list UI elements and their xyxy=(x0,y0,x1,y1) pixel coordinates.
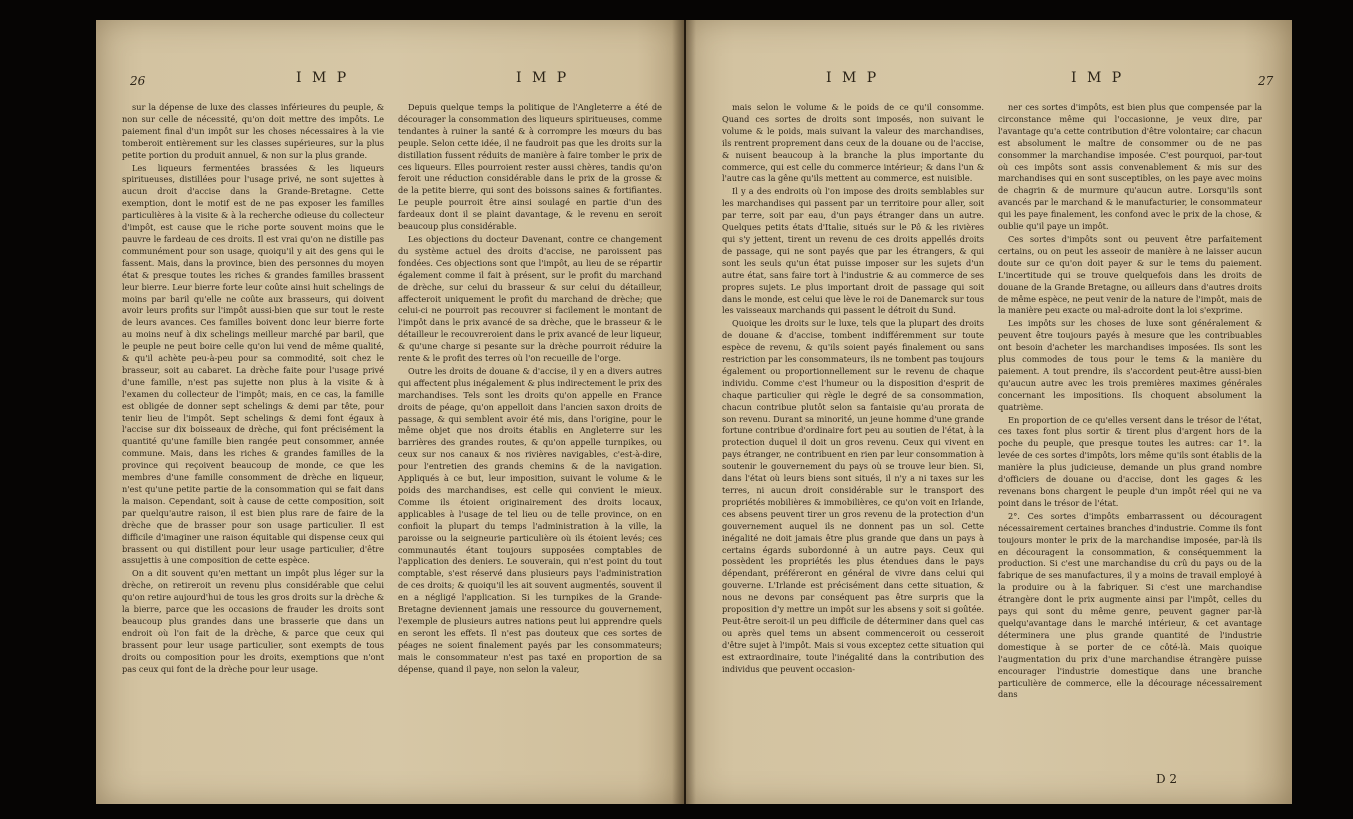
running-head-right-col1: I M P xyxy=(826,70,880,86)
paragraph: Ces sortes d'impôts sont ou peuvent être parfaitement certains, ou on peut les asseoir de manière à ne laisser aucun doute sur ce qu'on doit payer & sur le tems du paiement. L'incertitude qui se trouve quelquefois dans les droits de douane de la Grande Bretagne, ou ailleurs dans d'autres droits de même espèce, ne peut venir de la nature de l'impôt, mais de la manière peu exacte ou mal-adroite dont la loi s'exprime. xyxy=(998,233,1262,316)
paragraph: Les objections du docteur Davenant, contre ce changement du système actuel des droits d'accise, ne paroissent pas fondées. Ces objections sont que l'impôt, au lieu de se répartir également comme il fait à présent, sur le profit du marchand de drèche, sur celui du brasseur & sur celui du détailleur, affecteroit uniquement le profit du marchand de drèche; que celui-ci ne pourroit pas recouvrer si facilement le montant de l'impôt dans le prix avancé de sa drèche, que le brasseur & le détailleur le recouvreroient dans le prix avancé de leur liqueur, & qu'une charge si pesante sur la drèche pourroit réduire la rente & le profit des terres où l'on recueille de l'orge. xyxy=(398,233,662,364)
right-page-column-1 xyxy=(722,102,984,742)
paragraph: Outre les droits de douane & d'accise, il y en a divers autres qui affectent plus inégalement & plus indirectement le prix des marchandises. Tels sont les droits qu'on appelle en France droits de péage, qu'on appelloit dans l'ancien saxon droits de passage, & qui semblent avoir été mis, dans l'origine, pour le même objet que nos droits établis en Angleterre sur les barrières des grandes routes, & qu'on appelle turnpikes, ou ceux sur nos canaux & nos rivières navigables, c'est-à-dire, pour l'entretien des grands chemins & de la navigation. Appliqués à ce but, leur imposition, suivant le volume & le poids des marchandises, est celle qui convient le mieux. Comme ils étoient originairement des droits locaux, applicables à l'usage de tel lieu ou de telle province, on en confioit la plupart du temps l'administration à la ville, la paroisse ou la seigneurie particulière où ils étoient levés; ces communautés étant toujours supposées comptables de l'application des deniers. Le souverain, qui n'est point du tout comptable, s'est réservé dans plusieurs pays l'administration de ces droits; & quoiqu'il les ait souvent augmentés, souvent il en a négligé l'application. Si les turnpikes de la Grande-Bretagne deviennent jamais une ressource du gouvernement, l'exemple de plusieurs autres nations peut lui apprendre quels en seront les effets. Il n'est pas douteux que ces sortes de péages ne soient finalement payés par les consommateurs; mais le consommateur n'est pas taxé en proportion de sa dépense, quand il paye, non selon la valeur, xyxy=(398,365,662,674)
paragraph: 2°. Ces sortes d'impôts embarrassent ou découragent nécessairement certaines branches d'industrie. Comme ils font toujours monter le prix de la marchandise imposée, par-là ils en découragent la consommation, & conséquemment la production. Si c'est une marchandise du crû du pays ou de la fabrique de ses manufactures, il y a moins de travail employé à la produire ou à la fabriquer. Si c'est une marchandise étrangère dont le prix augmente ainsi par l'impôt, celles du pays qui sont du même genre, peuvent gagner par-là quelqu'avantage dans le marché intérieur, & cet avantage déterminera une plus grande quantité de l'industrie domestique à se porter de ce côté-là. Mais quoique l'augmentation du prix d'une marchandise étrangère puisse encourager l'industrie domestique dans une branche particulière de commerce, elle la décourage nécessairement dans xyxy=(998,510,1262,700)
paragraph: Les impôts sur les choses de luxe sont généralement & peuvent être toujours payés à mesure que les contribuables ont besoin d'acheter les marchandises imposées. Ils sont les plus commodes de tous pour le tems & la manière du paiement. A tout prendre, ils s'accordent peut-être aussi-bien qu'aucun autre avec les trois premières maximes générales concernant les impositions. Ils choquent absolument la quatrième. xyxy=(998,318,1262,412)
right-page xyxy=(686,20,1292,804)
paragraph: En proportion de ce qu'elles versent dans le trésor de l'état, ces taxes font plus sortir & tirent plus d'argent hors de la poche du peuple, que presque toutes les autres: car 1°. la levée de ces sortes d'impôts, lors même qu'ils sont établis de la manière la plus judicieuse, demande un plus grand nombre d'officiers de douane ou d'accise, dont les gages & les revenans bons chargent le peuple d'un impôt réel qui ne va point dans le trésor de l'état. xyxy=(998,414,1262,508)
paragraph: ner ces sortes d'impôts, est bien plus que compensée par la circonstance même qui l'occasionne, je veux dire, par l'avantage qu'a cette contribution d'être volontaire; car chacun est absolument le maître de consommer ou de ne pas consommer la marchandise imposée. C'est pourquoi, par-tout où ces impôts sont assis convenablement & mis sur des marchandises qui en sont susceptibles, on les paye avec moins de chagrin & de murmure qu'aucun autre. Lorsqu'ils sont avancés par le marchand & le manufacturier, le consommateur qui les paye finalement, les confond avec le prix de la chose, & oublie qu'il paye un impôt. xyxy=(998,102,1262,232)
running-head-right-col2: I M P xyxy=(1071,70,1125,86)
paragraph: mais selon le volume & le poids de ce qu'il consomme. Quand ces sortes de droits sont imposés, non suivant le volume & le poids, mais suivant la valeur des marchandises, ils rentrent proprement dans ceux de la douane ou de l'accise, & nuisent beaucoup à la branche la plus importante du commerce, qui est celle du commerce intérieur; & dans l'un & l'autre cas la gêne qu'ils mettent au commerce, est nuisible. xyxy=(722,102,984,184)
right-page-column-2 xyxy=(998,102,1262,742)
page-number-right: 27 xyxy=(1258,74,1274,88)
paragraph: sur la dépense de luxe des classes inférieures du peuple, & non sur celle de nécessité, qu'on doit mettre des impôts. Le paiement final d'un impôt sur les choses nécessaires à la vie tomberoit entièrement sur les classes supérieures, sur la plus petite portion du produit annuel, & non sur la plus grande. xyxy=(122,102,384,160)
paragraph: Quoique les droits sur le luxe, tels que la plupart des droits de douane & d'accise, tombent indifféremment sur toute espèce de revenu, & qu'ils soient payés finalement ou sans restriction par les consommateurs, ils ne tombent pas toujours également ou proportionnellement sur le revenu de chaque individu. Comme c'est l'humeur ou la disposition d'esprit de chaque particulier qui règle le degré de sa consommation, chacun contribue plutôt selon sa fantaisie qu'au prorata de son revenu. Durant sa minorité, un jeune homme d'une grande fortune contribue d'ordinaire fort peu au soutien de l'état, à la protection duquel il doit un gros revenu. Ceux qui vivent en pays étranger, ne contribuent en rien par leur consommation à soutenir le gouvernement du pays où se trouve leur bien. Si, dans l'état où leurs biens sont situés, il n'y a ni taxes sur les terres, ni aucun droit considérable sur le transport des propriétés mobilières & immobilières, ce qu'on voit en Irlande, ces absens peuvent tirer un gros revenu de la protection d'un gouvernement auquel ils ne donnent pas un sol. Cette inégalité ne doit jamais être plus grande que dans un pays à certains égards subordonné à un autre pays. Ceux qui possèdent les propriétés les plus étendues dans le pays dépendant, préféreront en général de vivre dans celui qui gouverne. L'Irlande est précisément dans cette situation, & nous ne devons par conséquent pas être surpris que la proposition d'y mettre un impôt sur les absens y soit si goûtée. Peut-être seroit-il un peu difficile de déterminer dans quel cas ou après quel tems un absent commenceroit ou cesseroit d'être sujet à l'impôt. Mais si vous exceptez cette situation qui est extraordinaire, toute l'inégalité dans la contribution des individus que peuvent occasion- xyxy=(722,318,984,674)
running-head-left-col1: I M P xyxy=(296,70,350,86)
paragraph: On a dit souvent qu'en mettant un impôt plus léger sur la drèche, on retireroit un revenu plus considérable que celui qu'on retire aujourd'hui de tous les gros droits sur la drèche & la bierre, parce que les occasions de frauder les droits sont beaucoup plus grandes dans une brasserie que dans un endroit où l'on fait de la drèche, & parce que ceux qui brassent pour leur usage particulier, sont exempts de tous droits ou composition pour les droits, exemptions que n'ont pas ceux qui font de la drèche pour leur usage. xyxy=(122,568,384,674)
running-head-left-col2: I M P xyxy=(516,70,570,86)
page-number-left: 26 xyxy=(130,74,146,88)
left-page-column-1 xyxy=(122,102,384,742)
signature-mark: D 2 xyxy=(1156,772,1178,786)
left-page xyxy=(96,20,684,804)
paragraph: Les liqueurs fermentées brassées & les liqueurs spiritueuses, distillées pour l'usage privé, ne sont sujettes à aucun droit d'accise dans la Grande-Bretagne. Cette exemption, dont le motif est de ne pas exposer les familles particulières à la visite & à la recherche odieuse du collecteur d'impôt, est cause que le riche porte souvent moins que le pauvre le fardeau de ces droits. Il est vrai qu'on ne distille pas communément pour son usage, quoiqu'il y ait des gens qui le fassent. Mais, dans la province, bien des personnes du moyen état & presque toutes les riches & grandes familles brassent leur bierre. Leur bierre forte leur coûte ainsi huit schelings de moins par baril qu'elle ne coûte aux brasseurs, qui doivent avoir leurs profits sur l'impôt aussi-bien que sur tout le reste de leurs avances. Ces familles boivent donc leur bierre forte au moins neuf à dix schelings meilleur marché par baril, que le peuple ne peut boire celle qu'on lui vend de même qualité, & qu'il achète peu-à-peu pour sa commodité, soit chez le brasseur, soit au cabaret. La drèche faite pour l'usage privé d'une famille, n'est pas sujette non plus à la visite & à l'examen du collecteur de l'impôt; mais, en ce cas, la famille est obligée de donner sept schelings & demi par tête, pour tenir lieu de l'impôt. Sept schelings & demi font égaux à l'accise sur dix boisseaux de drèche, qui font précisément la quantité qu'une famille bien rangée peut consommer, année commune. Mais, dans les riches & grandes familles de la province qui reçoivent beaucoup de monde, ce que les membres d'une famille consomment de drèche en liqueur, n'est qu'une petite partie de la consommation qui se fait dans la maison. Cependant, soit à cause de cette composition, soit par quelqu'autre raison, il est bien plus rare de faire de la drèche que de brasser pour son usage particulier. Il est difficile d'imaginer une raison équitable qui dispense ceux qui brassent ou qui distillent pour leur usage particulier, d'être assujettis à une composition de cette espèce. xyxy=(122,162,384,566)
paragraph: Il y a des endroits où l'on impose des droits semblables sur les marchandises qui passent par un territoire pour aller, soit par terre, soit par eau, d'un pays étranger dans un autre. Quelques petits états d'Italie, situés sur le Pô & les rivières qui s'y jettent, tirent un revenu de ces droits appellés droits de passage, qui ne sont payés que par les étrangers, & qui sont les seuls qu'un état puisse imposer sur les sujets d'un autre état, sans faire tort à l'industrie & au commerce de ses propres sujets. Le plus important droit de passage qui soit dans le monde, est celui que lève le roi de Danemarck sur tous les vaisseaux marchands qui passent le détroit du Sund. xyxy=(722,186,984,316)
paragraph: Depuis quelque temps la politique de l'Angleterre a été de décourager la consommation des liqueurs spiritueuses, comme tendantes à ruiner la santé & à corrompre les mœurs du bas peuple. Selon cette idée, il ne faudroit pas que les droits sur la distillation fussent réduits de manière à faire tomber le prix de ces liqueurs. Elles pourroient rester aussi chères, tandis qu'on feroit une réduction considérable dans le prix de la grosse & de la petite bierre, qui sont des boissons saines & fortifiantes. Le peuple pourroit être ainsi soulagé en partie d'un des fardeaux dont il se plaint davantage, & le revenu en seroit beaucoup plus considérable. xyxy=(398,102,662,232)
left-page-column-2 xyxy=(398,102,662,742)
